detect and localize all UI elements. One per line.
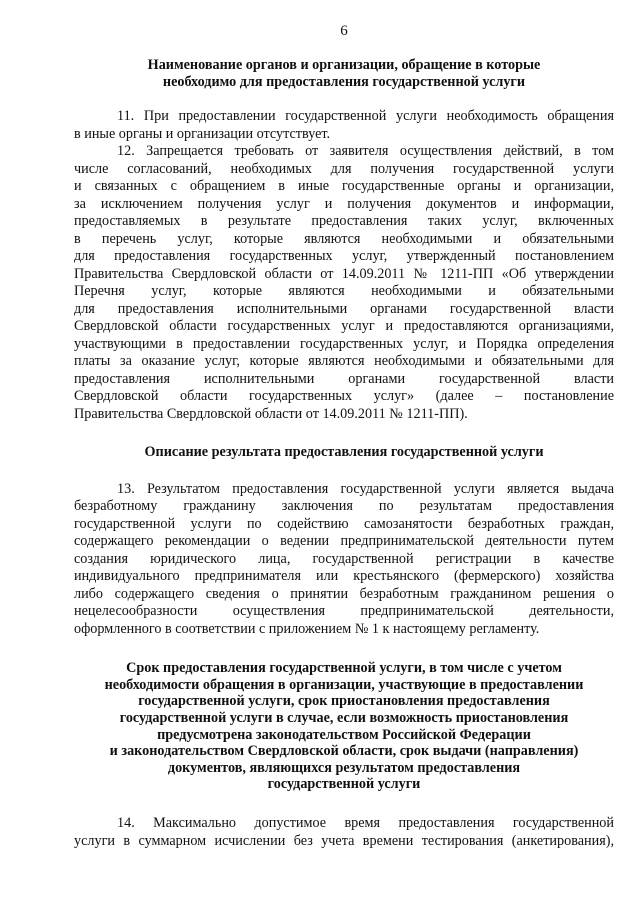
section-heading-deadlines [74, 660, 614, 793]
heading-line: Описание результата предоставления государственной услуги [144, 444, 544, 461]
heading-line: государственной услуги, срок приостановления предоставления [138, 693, 550, 710]
text-line: за исключением получения услуг и получения документов и информации, [74, 195, 614, 212]
text-line: Правительства Свердловской области от 14.09.2011 № 1211-ПП «Об утверждении [74, 265, 614, 282]
text-line: оформленного в соответствии с приложением № 1 к настоящему регламенту. [74, 620, 540, 637]
heading-line: Наименование органов и организации, обращение в которые [147, 57, 541, 73]
text-line: и связанных с обращением в иные государственные органы и организации, [74, 178, 614, 195]
text-line: участвующими в предоставлении государственных услуг, и Порядка определения [74, 335, 614, 352]
section-heading-result [74, 444, 614, 461]
text-line: услуги в суммарном исчислении без учета времени тестирования (анкетирования), [74, 832, 614, 849]
text-line: нецелесообразности осуществления предпринимательской деятельности, [74, 603, 614, 620]
document-page [74, 22, 614, 850]
text-line: 13. Результатом предоставления государственной услуги является выдача [117, 480, 614, 497]
text-line: Свердловской области государственных услуг и предоставляются организациями, [74, 318, 614, 335]
heading-line: необходимо для предоставления государственной услуги [162, 73, 526, 90]
text-line: содержащего рекомендации о ведении предпринимательской деятельности путем [74, 533, 614, 550]
heading-line: государственной услуги [267, 776, 421, 793]
heading-line: предусмотрена законодательством Российской Федерации [157, 726, 531, 743]
heading-line: и законодательством Свердловской области, срок выдачи (направления) [109, 743, 579, 760]
text-line: в иные органы и организации отсутствует. [74, 125, 331, 142]
text-line: безработному гражданину заключения по результатам предоставления [74, 498, 614, 515]
paragraph-12 [74, 143, 614, 423]
text-line: создания юридического лица, государственной регистрации в качестве [74, 550, 614, 567]
text-line: 14. Максимально допустимое время предоставления государственной [117, 815, 614, 832]
text-line: Перечня услуг, которые являются необходимыми и обязательными [74, 283, 614, 300]
text-line: государственной услуги по содействию самозанятости безработных граждан, [74, 515, 614, 532]
paragraph-14 [74, 815, 614, 850]
paragraph-11 [74, 108, 614, 143]
text-line: предоставления исполнительными органами государственной власти [74, 370, 614, 387]
text-line: для предоставления исполнительными органами государственной власти [74, 300, 614, 317]
text-line: в перечень услуг, которые являются необходимыми и обязательными [74, 230, 614, 247]
text-line: 12. Запрещается требовать от заявителя осуществления действий, в том [117, 143, 614, 160]
text-line: платы за оказание услуг, которые являются необходимыми и обязательными для [74, 353, 614, 370]
text-line: числе согласований, необходимых для получения государственной услуги [74, 160, 614, 177]
heading-line: необходимости обращения в организации, участвующие в предоставлении [104, 676, 584, 693]
text-line: либо содержащего сведения о принятии безработным гражданином решения о [74, 585, 614, 602]
heading-line: документов, являющихся результатом предоставления [167, 759, 521, 776]
text-line: 11. При предоставлении государственной услуги необходимость обращения [117, 108, 614, 125]
text-line: Правительства Свердловской области от 14.09.2011 № 1211-ПП). [74, 405, 468, 422]
text-line: для предоставления государственных услуг, утвержденный постановлением [74, 248, 614, 265]
heading-line: Срок предоставления государственной услуги, в том числе с учетом [126, 660, 562, 677]
text-line: предоставляемых в результате предоставления таких услуг, включенных [74, 213, 614, 230]
section-heading-authorities [74, 57, 614, 90]
paragraph-13 [74, 481, 614, 639]
text-line: Свердловской области государственных услуг» (далее – постановление [74, 388, 614, 405]
page-number: 6 [340, 23, 348, 39]
text-line: индивидуального предпринимателя или крестьянского (фермерского) хозяйства [74, 568, 614, 585]
heading-line: государственной услуги в случае, если возможность приостановления [119, 710, 569, 727]
